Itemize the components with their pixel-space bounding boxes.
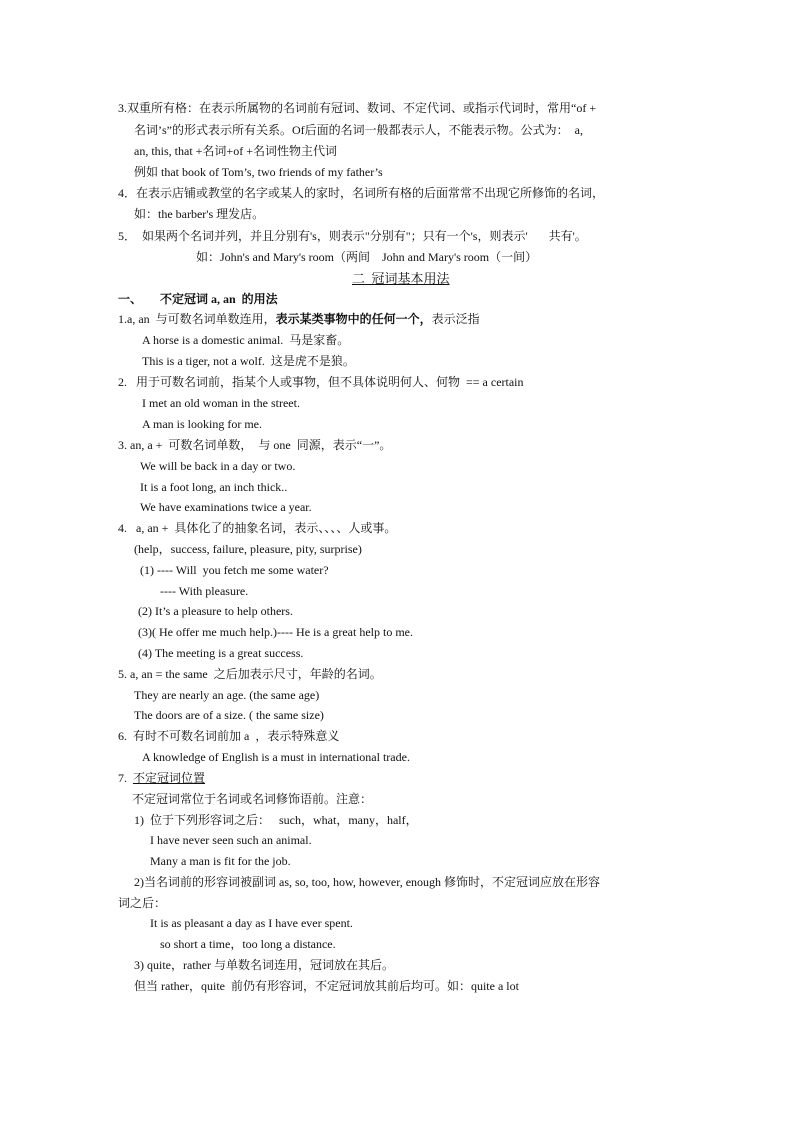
text-line: I have never seen such an animal. xyxy=(150,833,312,847)
text-line: 4．在表示店铺或教堂的名字或某人的家时，名词所有格的后面常常不出现它所修饰的名词， xyxy=(118,186,605,200)
text-span: 1.a, an 与可数名词单数连用， xyxy=(118,312,276,326)
text-line: A horse is a domestic animal. 马是家畜。 xyxy=(142,333,350,347)
text-line: They are nearly an age. (the same age) xyxy=(134,688,320,702)
text-line: We will be back in a day or two. xyxy=(140,459,296,473)
text-line: (2) It’s a pleasure to help others. xyxy=(138,604,293,618)
text-line xyxy=(118,310,480,328)
text-line: (help，success, failure, pleasure, pity, surprise) xyxy=(134,542,362,556)
text-line: 6. 有时不可数名词前加 a ，表示特殊意义 xyxy=(118,729,340,743)
text-line: 如：John's and Mary's room（两间 John and Mary's room（一间） xyxy=(196,250,538,264)
text-line: so short a time，too long a distance. xyxy=(160,937,336,951)
text-line: (4) The meeting is a great success. xyxy=(138,646,304,660)
text-line: It is a foot long, an inch thick.. xyxy=(140,480,288,494)
text-line: 1) 位于下列形容词之后： such，what，many，half， xyxy=(134,813,418,827)
text-line: This is a tiger, not a wolf. 这是虎不是狼。 xyxy=(142,354,355,368)
text-line: (1) ---- Will you fetch me some water? xyxy=(140,563,329,577)
text-line: 5． 如果两个名词并列，并且分别有's，则表示"分别有"；只有一个's，则表示' 共有'。 xyxy=(118,229,587,243)
section-title: 二 冠词基本用法 xyxy=(352,271,450,286)
underlined-heading: 不定冠词位置 xyxy=(133,771,206,785)
text-span: 7. xyxy=(118,771,133,785)
text-line xyxy=(118,769,205,787)
section-heading: 一、 不定冠词 a, an 的用法 xyxy=(118,292,278,306)
emphasis-text: 表示某类事物中的任何一个， xyxy=(275,312,432,326)
text-span: 表示泛指 xyxy=(431,312,480,326)
text-line: 不定冠词常位于名词或名词修饰语前。注意： xyxy=(132,792,373,806)
text-line: 名词’s”的形式表示所有关系。Of后面的名词一般都表示人，不能表示物。公式为： a, xyxy=(134,123,583,137)
text-line: an, this, that +名词+of +名词性物主代词 xyxy=(134,144,337,158)
text-line: 4. a, an + 具体化了的抽象名词，表示、、、、人或事。 xyxy=(118,521,397,535)
text-line: Many a man is fit for the job. xyxy=(150,854,291,868)
text-line: ---- With pleasure. xyxy=(160,584,249,598)
text-line: 如：the barber's 理发店。 xyxy=(134,207,265,221)
text-line: 3.双重所有格：在表示所属物的名词前有冠词、数词、不定代词、或指示代词时，常用“of + xyxy=(118,101,597,115)
text-line: 2)当名词前的形容词被副词 as, so, too, how, however, enough 修饰时，不定冠词应放在形容 xyxy=(134,875,601,889)
text-line: A knowledge of English is a must in international trade. xyxy=(142,750,410,764)
text-line: (3)( He offer me much help.)---- He is a great help to me. xyxy=(138,625,413,639)
text-line: 3) quite，rather 与单数名词连用，冠词放在其后。 xyxy=(134,958,394,972)
text-line: It is as pleasant a day as I have ever spent. xyxy=(150,916,353,930)
text-line: 3. an, a + 可数名词单数， 与 one 同源，表示“一”。 xyxy=(118,438,392,452)
text-line: I met an old woman in the street. xyxy=(142,396,300,410)
text-line: 但当 rather，quite 前仍有形容词，不定冠词放其前后均可。如：quite a lot xyxy=(134,979,519,993)
text-line: 5. a, an = the same 之后加表示尺寸，年龄的名词。 xyxy=(118,667,382,681)
text-line: We have examinations twice a year. xyxy=(140,500,312,514)
text-line: The doors are of a size. ( the same size) xyxy=(134,708,324,722)
text-line: 词之后： xyxy=(118,896,167,910)
text-line: 2. 用于可数名词前，指某个人或事物，但不具体说明何人、何物 == a certain xyxy=(118,375,524,389)
text-line: 例如 that book of Tom’s, two friends of my father’s xyxy=(134,165,383,179)
text-line: A man is looking for me. xyxy=(142,417,262,431)
